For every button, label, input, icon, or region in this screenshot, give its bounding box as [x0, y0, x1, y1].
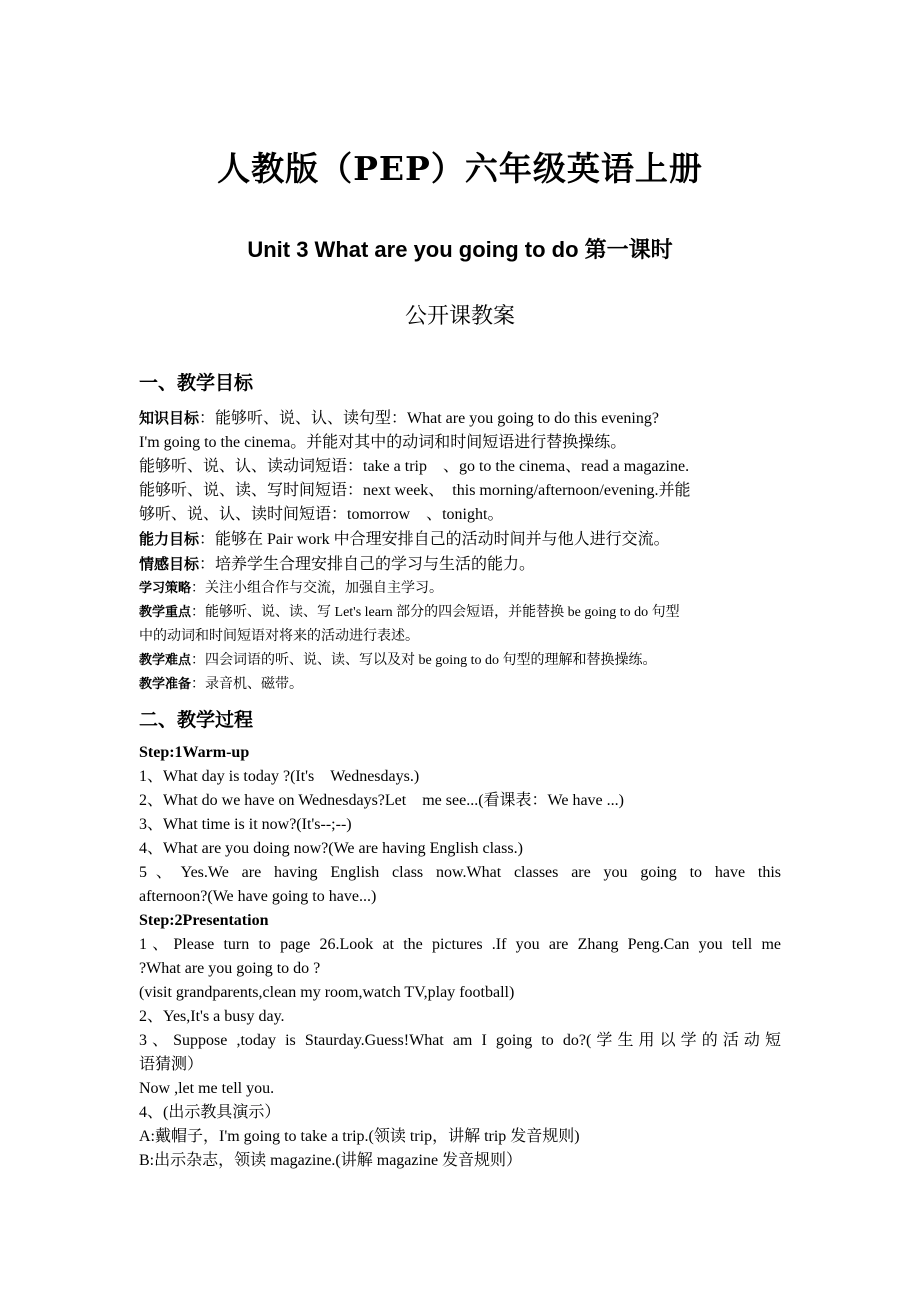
knowledge-objective-line2: I'm going to the cinema。并能对其中的动词和时间短语进行替换操练。 — [139, 434, 627, 451]
step1-line: 4、What are you doing now?(We are having English class.) — [139, 840, 523, 857]
teaching-key-point-line1: 教学重点：能够听、说、读、写 Let's learn 部分的四会短语，并能替换 be going to do 句型 — [139, 605, 680, 620]
section-heading-process: 二、教学过程 — [139, 709, 254, 731]
step2-title: Step:2Presentation — [139, 912, 269, 929]
learning-strategy-label: 学习策略 — [139, 581, 192, 596]
step2-line: 4、(出示教具演示） — [139, 1104, 281, 1121]
ability-objective: 能力目标：能够在 Pair work 中合理安排自己的活动时间并与他人进行交流。 — [139, 530, 670, 548]
knowledge-objective-line5: 够听、说、认、读时间短语：tomorrow 、tonight。 — [139, 506, 504, 523]
emotion-objective-label: 情感目标 — [139, 555, 200, 573]
knowledge-objective-line3: 能够听、说、认、读动词短语：take a trip 、go to the cinema、read a magazine. — [139, 458, 690, 475]
document-subtitle-lesson-plan: 公开课教案 — [404, 304, 515, 329]
document-body — [139, 370, 781, 1173]
teaching-preparation: 教学准备：录音机、磁带。 — [139, 677, 304, 692]
teaching-preparation-label: 教学准备 — [139, 677, 192, 692]
step1-line: 3、What time is it now?(It's--;--) — [139, 816, 352, 833]
document-subtitle: Unit 3 What are you going to do 第一课时 — [247, 237, 673, 262]
teaching-key-point-label: 教学重点 — [139, 605, 192, 620]
document-title: 人教版（PEP）六年级英语上册 — [217, 149, 703, 188]
step1-line: 1、What day is today ?(It's Wednesdays.) — [139, 768, 420, 785]
knowledge-objective-label: 知识目标 — [139, 409, 200, 427]
knowledge-objective-line1: 知识目标：能够听、说、认、读句型：What are you going to do this evening? — [139, 409, 659, 427]
step1-line: 5、Yes.We are having English class now.What classes are you going to have this — [139, 864, 782, 881]
step2-line: 2、Yes,It's a busy day. — [139, 1008, 285, 1025]
step2-line: A:戴帽子，I'm going to take a trip.(领读 trip，讲解 trip 发音规则) — [139, 1128, 580, 1145]
knowledge-objective-line4: 能够听、说、读、写时间短语：next week、 this morning/afternoon/evening.并能 — [139, 482, 691, 499]
teaching-difficulty: 教学难点：四会词语的听、说、读、写以及对 be going to do 句型的理解和替换操练。 — [139, 653, 657, 668]
step2-line: Now ,let me tell you. — [139, 1080, 275, 1097]
step1-line: afternoon?(We have going to have...) — [139, 888, 377, 905]
step2-line: 3、Suppose ,today is Staurday.Guess!What am I going to do?(学生用以学的活动短 — [139, 1032, 781, 1049]
step2-line: B:出示杂志，领读 magazine.(讲解 magazine 发音规则） — [139, 1152, 523, 1169]
step1-title: Step:1Warm-up — [139, 744, 250, 761]
step2-line: 1、Please turn to page 26.Look at the pictures .If you are Zhang Peng.Can you tell me — [139, 936, 781, 953]
step1-line: 2、What do we have on Wednesdays?Let me see...(看课表：We have ...) — [139, 792, 624, 809]
teaching-difficulty-label: 教学难点 — [139, 653, 192, 668]
step2-line: ?What are you going to do ? — [139, 960, 321, 977]
teaching-key-point-line2: 中的动词和时间短语对将来的活动进行表述。 — [139, 629, 419, 644]
learning-strategy: 学习策略：关注小组合作与交流，加强自主学习。 — [139, 581, 444, 596]
emotion-objective: 情感目标：培养学生合理安排自己的学习与生活的能力。 — [139, 555, 536, 573]
section-heading-objectives: 一、教学目标 — [139, 372, 254, 394]
step2-line: (visit grandparents,clean my room,watch TV,play football) — [139, 984, 515, 1001]
ability-objective-label: 能力目标 — [139, 530, 200, 548]
step2-line: 语猜测） — [139, 1056, 204, 1073]
